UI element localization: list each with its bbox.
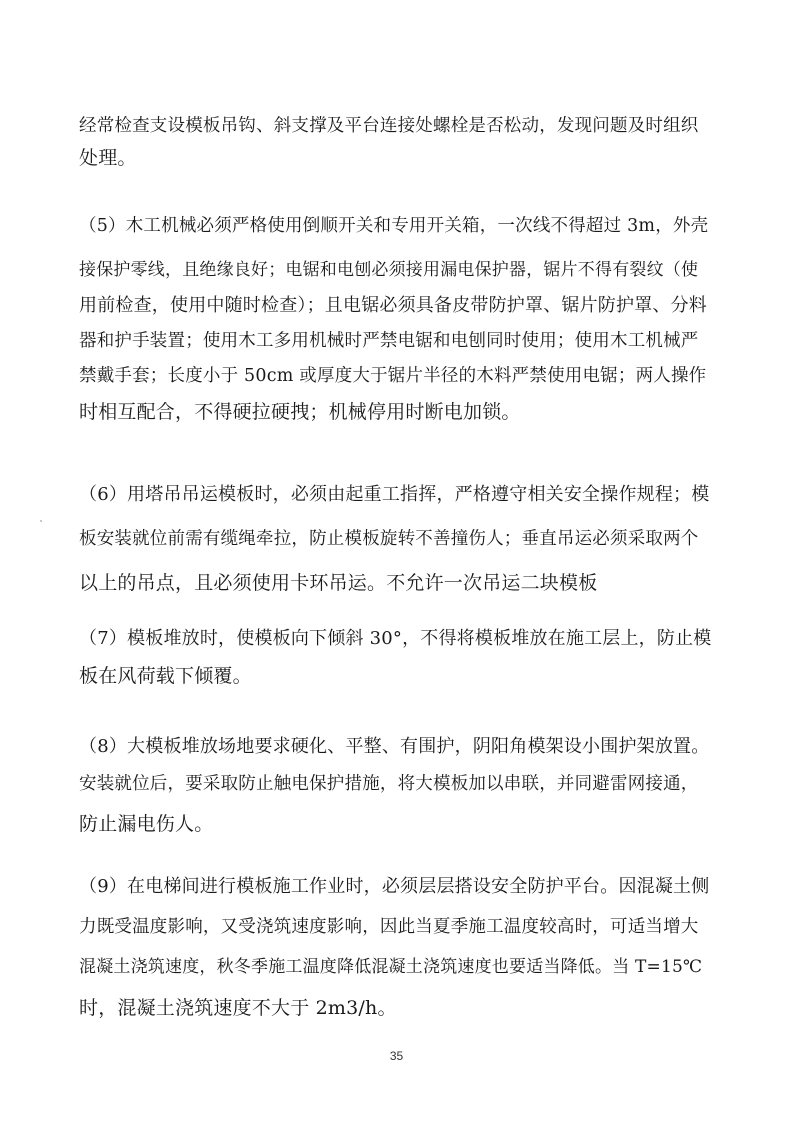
paragraph-line: 器和护手装置；使用木工多用机械时严禁电锯和电刨同时使用；使用木工机械严 [79, 331, 699, 351]
paragraph-line: （8）大模板堆放场地要求硬化、平整、有围护，阴阳角模架设小围护架放置。 [79, 736, 710, 757]
scan-artifact [40, 520, 42, 522]
paragraph-line: （9）在电梯间进行模板施工作业时，必须层层搭设安全防护平台。因混凝土侧 [79, 876, 710, 897]
paragraph-line: 安装就位后，要采取防止触电保护措施，将大模板加以串联，并同避雷网接通， [79, 774, 699, 794]
paragraph-line: （5）木工机械必须严格使用倒顺开关和专用开关箱，一次线不得超过 3m，外壳 [79, 216, 709, 236]
paragraph-line: 板在风荷载下倾覆。 [79, 665, 252, 687]
paragraph-line: 混凝土浇筑速度，秋冬季施工温度降低混凝土浇筑速度也要适当降低。当 T=15℃ [79, 957, 703, 977]
paragraph-line: 禁戴手套；长度小于 50cm 或厚度大于锯片半径的木料严禁使用电锯；两人操作 [79, 366, 707, 386]
paragraph-line: 板安装就位前需有缆绳牵拉，防止模板旋转不善撞伤人；垂直吊运必须采取两个 [79, 529, 699, 549]
paragraph-line: 用前检查，使用中随时检查）；且电锯必须具备皮带防护罩、锯片防护罩、分料 [79, 295, 707, 316]
paragraph-line: 以上的吊点，且必须使用卡环吊运。不允许一次吊运二块模板 [79, 572, 598, 594]
page-number: 35 [389, 1049, 404, 1063]
paragraph-line: 防止漏电伤人。 [79, 813, 214, 835]
paragraph-line: （7）模板堆放时，使模板向下倾斜 30°，不得将模板堆放在施工层上，防止模 [79, 628, 712, 649]
paragraph-line: 处理。 [79, 147, 137, 169]
paragraph-line: 接保护零线，且绝缘良好；电锯和电刨必须接用漏电保护器，锯片不得有裂纹（使 [79, 260, 699, 280]
paragraph-line: 时，混凝土浇筑速度不大于 2m3/h。 [79, 997, 397, 1019]
paragraph-line: 力既受温度影响，又受浇筑速度影响，因此当夏季施工温度较高时，可适当增大 [79, 917, 699, 937]
paragraph-line: 时相互配合，不得硬拉硬拽；机械停用时断电加锁。 [79, 401, 521, 423]
paragraph-line: 经常检查支设模板吊钩、斜支撑及平台连接处螺栓是否松动，发现问题及时组织 [79, 116, 699, 136]
paragraph-line: （6）用塔吊吊运模板时，必须由起重工指挥，严格遵守相关安全操作规程；模 [79, 484, 710, 505]
